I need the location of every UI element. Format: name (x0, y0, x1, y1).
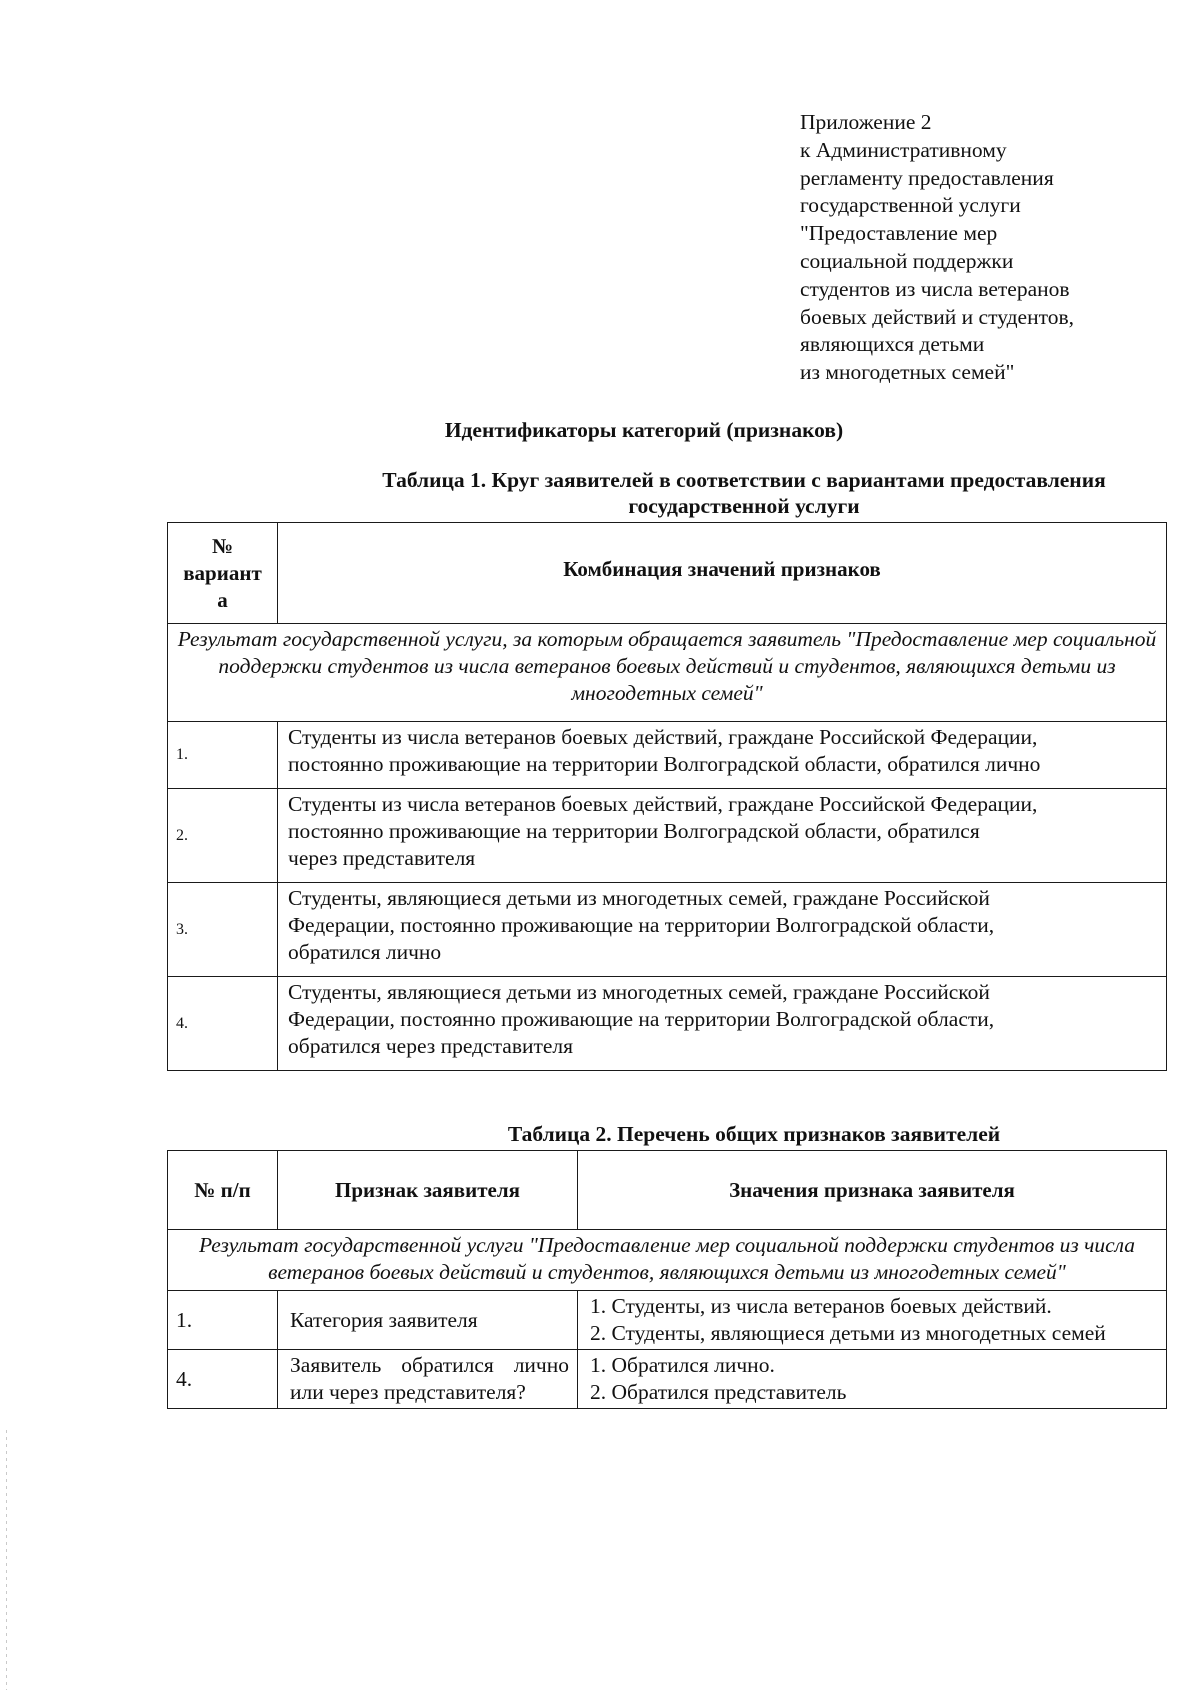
result-row (168, 624, 1167, 722)
header-num-line: вариант (183, 560, 262, 585)
appendix-line: к Административному (800, 137, 1007, 162)
appendix-header (800, 109, 1160, 387)
value-item: 1. Студенты, из числа ветеранов боевых действий. (590, 1294, 1052, 1318)
variant-combination (278, 789, 1167, 883)
header-sign: Признак заявителя (278, 1151, 578, 1230)
header-combination: Комбинация значений признаков (278, 523, 1167, 624)
combination-line: Федерации, постоянно проживающие на территории Волгоградской области, (288, 1007, 995, 1031)
combination-line: Студенты, являющиеся детьми из многодетных семей, граждане Российской (288, 886, 990, 910)
variant-combination (278, 977, 1167, 1071)
combination-line: постоянно проживающие на территории Волгоградской области, обратился (288, 819, 980, 843)
variant-number: 4. (168, 977, 278, 1071)
variant-number: 1. (168, 722, 278, 789)
combination-line: Студенты, являющиеся детьми из многодетных семей, граждане Российской (288, 980, 990, 1004)
table-header-row (168, 1151, 1167, 1230)
applicant-sign: Заявитель обратился лично или через представителя? (278, 1350, 578, 1409)
value-item: 2. Обратился представитель (590, 1380, 847, 1404)
table-row (168, 722, 1167, 789)
combination-line: через представителя (288, 846, 476, 870)
variant-combination (278, 722, 1167, 789)
applicant-signs-table (167, 1150, 1167, 1409)
document-title: Идентификаторы категорий (признаков) (444, 418, 844, 442)
table2-caption: Таблица 2. Перечень общих признаков заявителей (507, 1122, 1001, 1146)
sign-values (578, 1350, 1167, 1409)
header-values: Значения признака заявителя (578, 1151, 1167, 1230)
applicant-sign: Категория заявителя (278, 1291, 578, 1350)
value-item: 2. Студенты, являющиеся детьми из многодетных семей (590, 1321, 1106, 1345)
table-row (168, 883, 1167, 977)
table1-caption-line1: Таблица 1. Круг заявителей в соответствии с вариантами предоставления (382, 468, 1106, 492)
table-row (168, 977, 1167, 1071)
appendix-line: государственной услуги (800, 193, 1021, 218)
appendix-line: студентов из числа ветеранов (800, 276, 1070, 301)
sign-values (578, 1291, 1167, 1350)
appendix-line: социальной поддержки (800, 248, 1014, 273)
result-row (168, 1230, 1167, 1291)
appendix-line: являющихся детьми (800, 332, 985, 357)
header-number: № п/п (168, 1151, 278, 1230)
value-item: 1. Обратился лично. (590, 1353, 775, 1377)
appendix-line: из многодетных семей" (800, 360, 1015, 385)
row-number: 1. (168, 1291, 278, 1350)
header-variant-number (168, 523, 278, 624)
variant-number: 3. (168, 883, 278, 977)
combination-line: Федерации, постоянно проживающие на территории Волгоградской области, (288, 913, 995, 937)
result-text: Результат государственной услуги "Предоставление мер социальной поддержки студентов из числа ветеранов боевых действий и студентов, являющихся детьми из многодетных семей" (168, 1230, 1167, 1291)
combination-line: Студенты из числа ветеранов боевых действий, граждане Российской Федерации, (288, 792, 1038, 816)
table1-caption (150, 467, 1200, 519)
variant-combination (278, 883, 1167, 977)
variant-number: 2. (168, 789, 278, 883)
appendix-line: регламенту предоставления (800, 165, 1054, 190)
table-header-row (168, 523, 1167, 624)
scan-edge-mark (6, 1430, 7, 1690)
combination-line: обратился лично (288, 940, 442, 964)
table1-caption-line2: государственной услуги (628, 494, 860, 518)
combination-line: Студенты из числа ветеранов боевых действий, граждане Российской Федерации, (288, 725, 1038, 749)
header-num-line: а (217, 587, 228, 612)
combination-line: постоянно проживающие на территории Волгоградской области, обратился лично (288, 752, 1041, 776)
table-row (168, 1291, 1167, 1350)
appendix-line: Приложение 2 (800, 110, 932, 134)
table-row (168, 1350, 1167, 1409)
row-number: 4. (168, 1350, 278, 1409)
table-row (168, 789, 1167, 883)
result-text: Результат государственной услуги, за которым обращается заявитель "Предоставление мер социальной поддержки студентов из числа ветеранов боевых действий и студентов, являющихся детьми из многодетных семей" (168, 624, 1167, 722)
combination-line: обратился через представителя (288, 1034, 574, 1058)
applicants-variants-table (167, 522, 1167, 1071)
appendix-line: "Предоставление мер (800, 221, 998, 246)
appendix-line: боевых действий и студентов, (800, 304, 1074, 329)
header-num-line: № (211, 533, 234, 558)
